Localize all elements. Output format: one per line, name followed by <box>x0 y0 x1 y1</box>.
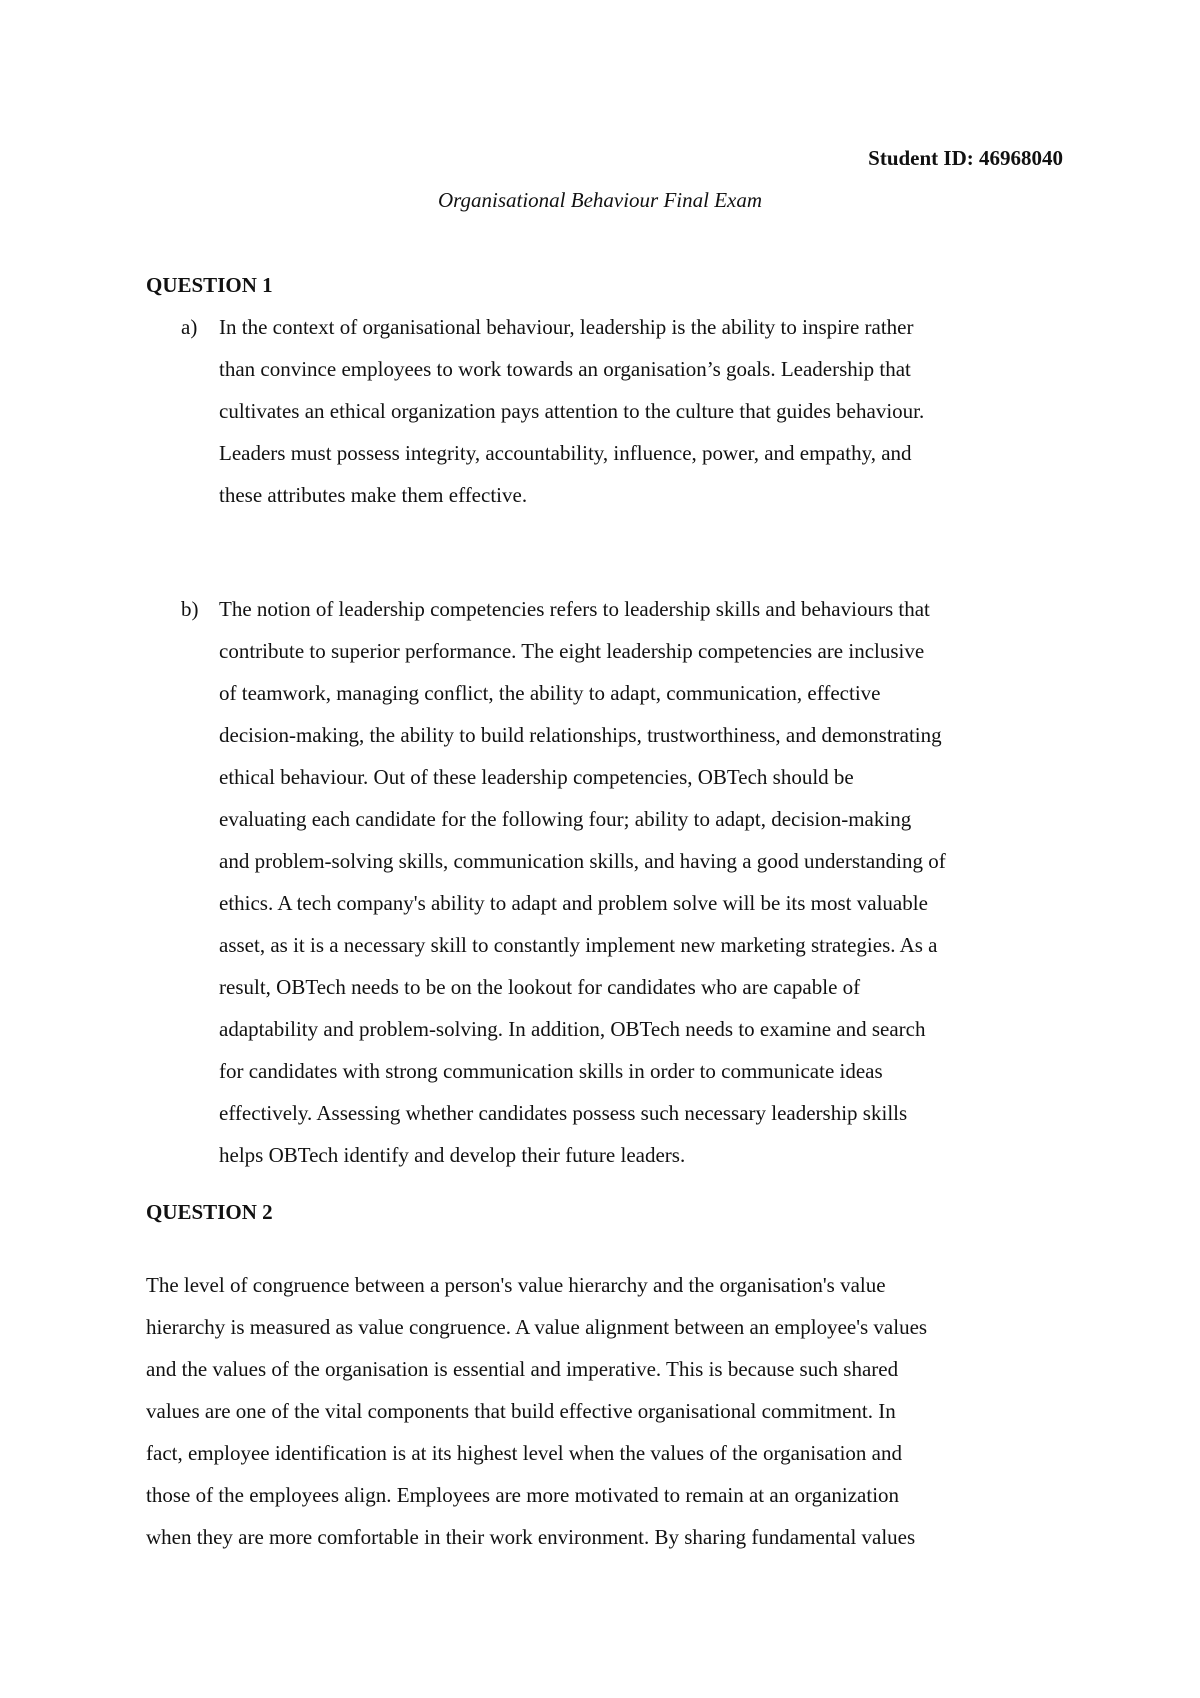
paragraph-line: evaluating each candidate for the following four; ability to adapt, decision-making <box>219 807 912 831</box>
paragraph-line: ethics. A tech company's ability to adapt and problem solve will be its most valuable <box>219 891 928 915</box>
paragraph-line: asset, as it is a necessary skill to constantly implement new marketing strategies. As a <box>219 933 938 957</box>
paragraph-line: decision-making, the ability to build relationships, trustworthiness, and demonstrating <box>219 723 942 747</box>
paragraph-line: and the values of the organisation is essential and imperative. This is because such shared <box>146 1357 899 1381</box>
paragraph-line: of teamwork, managing conflict, the ability to adapt, communication, effective <box>219 681 881 705</box>
paragraph-line: when they are more comfortable in their work environment. By sharing fundamental values <box>146 1525 916 1549</box>
paragraph-line: effectively. Assessing whether candidates possess such necessary leadership skills <box>219 1101 908 1125</box>
paragraph-line: hierarchy is measured as value congruence. A value alignment between an employee's values <box>146 1315 928 1339</box>
paragraph-line: contribute to superior performance. The eight leadership competencies are inclusive <box>219 639 925 663</box>
question-2-heading: QUESTION 2 <box>146 1200 273 1224</box>
paragraph-line: fact, employee identification is at its highest level when the values of the organisation and <box>146 1441 902 1465</box>
paragraph-line: result, OBTech needs to be on the lookout for candidates who are capable of <box>219 975 861 999</box>
paragraph-line: for candidates with strong communication skills in order to communicate ideas <box>219 1059 883 1083</box>
paragraph-line: those of the employees align. Employees are more motivated to remain at an organization <box>146 1483 900 1507</box>
paragraph-line: The notion of leadership competencies refers to leadership skills and behaviours that <box>219 597 930 621</box>
question-2-paragraph <box>146 1264 1096 1558</box>
student-id: Student ID: 46968040 <box>868 146 1063 170</box>
paragraph-line: ethical behaviour. Out of these leadership competencies, OBTech should be <box>219 765 854 789</box>
paragraph-line: adaptability and problem-solving. In addition, OBTech needs to examine and search <box>219 1017 926 1041</box>
paragraph-line: these attributes make them effective. <box>219 483 528 507</box>
paragraph-line: than convince employees to work towards an organisation’s goals. Leadership that <box>219 357 911 381</box>
answer-a-marker: a) <box>181 315 198 339</box>
exam-title: Organisational Behaviour Final Exam <box>437 188 763 212</box>
paragraph-line: The level of congruence between a person's value hierarchy and the organisation's value <box>146 1273 886 1297</box>
paragraph-line: and problem-solving skills, communication skills, and having a good understanding of <box>219 849 946 873</box>
paragraph-line: cultivates an ethical organization pays attention to the culture that guides behaviour. <box>219 399 925 423</box>
answer-a-paragraph <box>219 306 1089 516</box>
answer-b-marker: b) <box>181 597 199 621</box>
question-1-heading: QUESTION 1 <box>146 273 273 297</box>
paragraph-line: helps OBTech identify and develop their future leaders. <box>219 1143 686 1167</box>
paragraph-line: Leaders must possess integrity, accountability, influence, power, and empathy, and <box>219 441 912 465</box>
paragraph-line: values are one of the vital components that build effective organisational commitment. In <box>146 1399 896 1423</box>
answer-b-paragraph <box>219 588 1089 1176</box>
paragraph-line: In the context of organisational behaviour, leadership is the ability to inspire rather <box>219 315 914 339</box>
